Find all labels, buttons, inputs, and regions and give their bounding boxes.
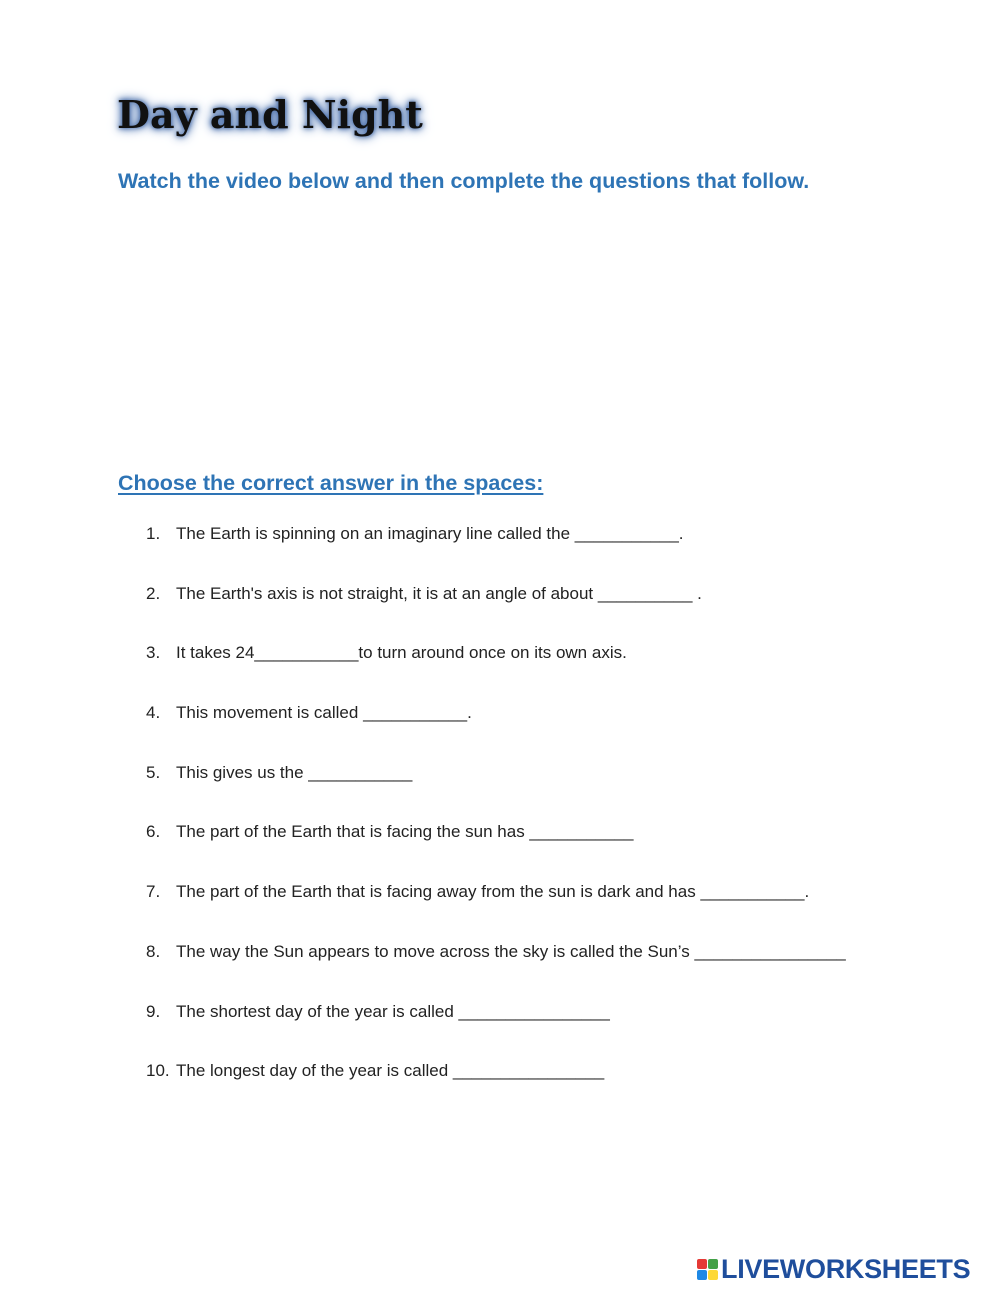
question-number: 10. [146,1061,170,1081]
instruction-text: Watch the video below and then complete the questions that follow. [118,169,810,193]
section-heading: Choose the correct answer in the spaces: [118,471,544,495]
question-text: This movement is called ___________. [176,703,472,723]
question-text: The Earth is spinning on an imaginary line called the ___________. [176,524,684,543]
question-item [146,1002,846,1062]
question-text: The part of the Earth that is facing the sun has ___________ [176,822,634,842]
logo-square-green [708,1259,718,1269]
question-text: The Earth's axis is not straight, it is at an angle of about __________ . [176,583,702,603]
question-item [146,703,846,763]
page-title: Day and Night [117,92,423,137]
liveworksheets-logo[interactable] [697,1254,970,1285]
question-item [146,822,846,882]
question-text: It takes 24___________to turn around once on its own axis. [176,643,627,663]
question-number: 7. [146,882,161,902]
logo-square-yellow [708,1270,718,1280]
question-number: 4. [146,703,161,723]
logo-square-red [697,1259,707,1269]
question-number: 6. [146,822,161,842]
question-item [146,524,846,584]
question-text: The way the Sun appears to move across the sky is called the Sun’s ________________ [176,941,846,961]
question-item [146,1061,846,1121]
question-text: The shortest day of the year is called ________________ [176,1001,610,1021]
question-number: 8. [146,941,161,961]
liveworksheets-logo-icon [697,1259,718,1280]
question-text: The longest day of the year is called ________________ [176,1061,605,1081]
question-list [146,524,846,1121]
question-item [146,584,846,644]
question-number: 3. [146,643,161,663]
question-number: 5. [146,762,161,782]
logo-text: LIVEWORKSHEETS [721,1254,971,1284]
question-item [146,942,846,1002]
video-embed-area[interactable] [118,215,878,455]
question-item [146,882,846,942]
question-number: 1. [146,524,161,543]
question-text: The part of the Earth that is facing away from the sun is dark and has ___________. [176,882,810,902]
question-item [146,763,846,823]
question-number: 2. [146,583,161,603]
logo-square-blue [697,1270,707,1280]
question-item [146,643,846,703]
question-text: This gives us the ___________ [176,762,413,782]
question-number: 9. [146,1001,161,1021]
